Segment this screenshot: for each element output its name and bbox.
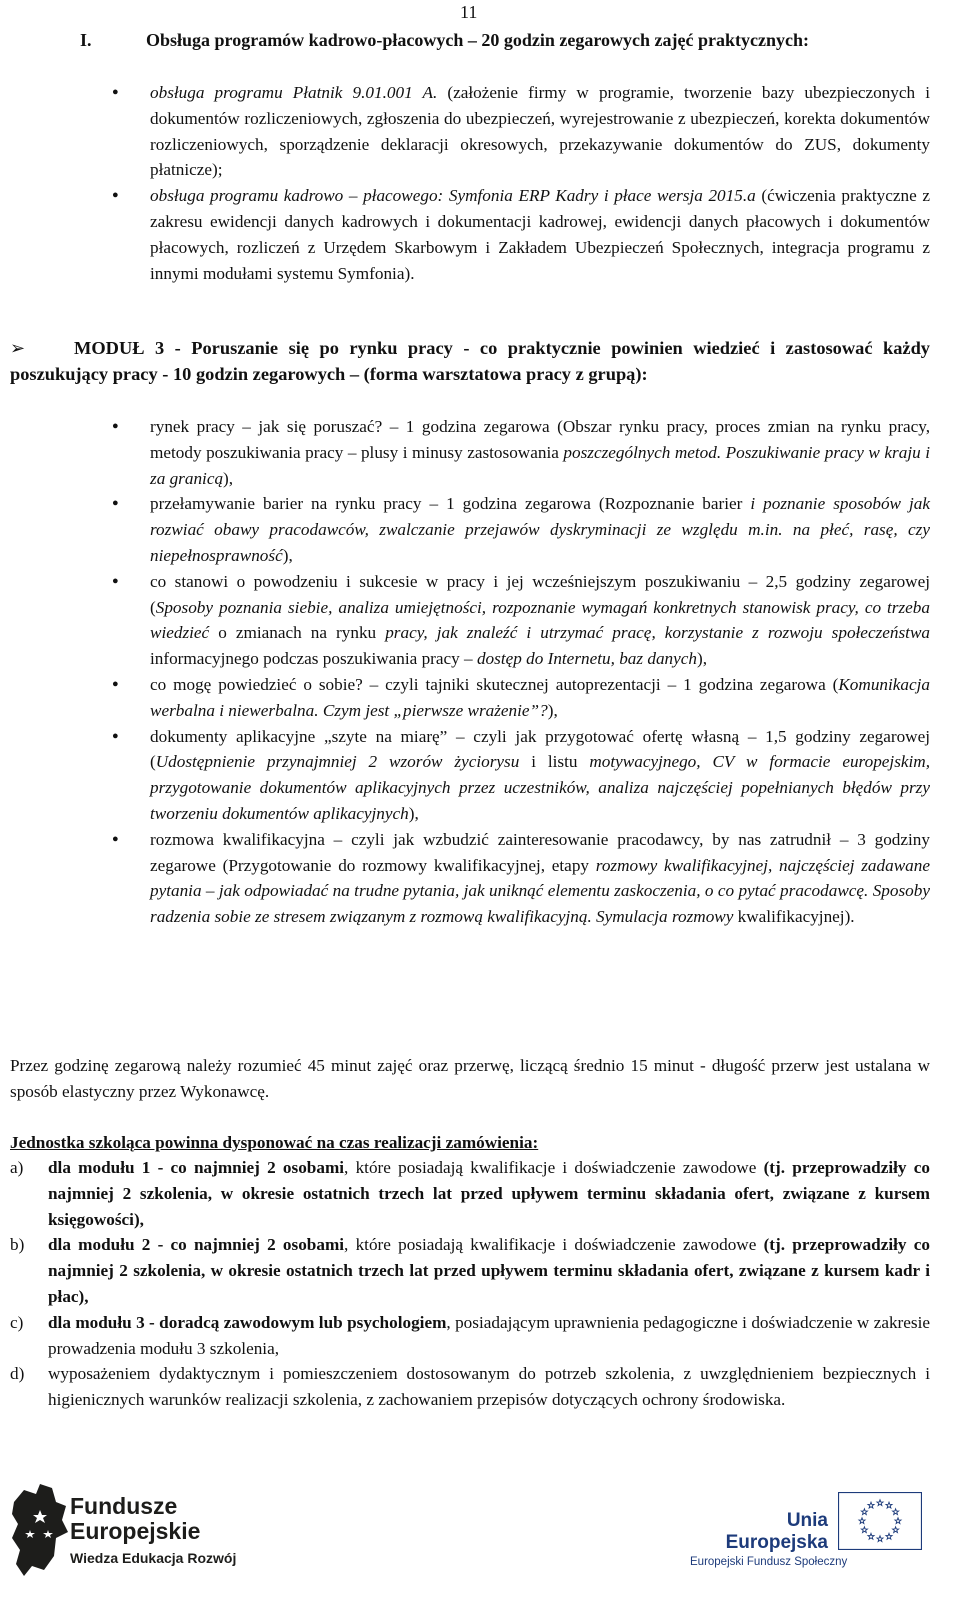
item-italic: i poznanie sposobów jak rozwiać obawy pracodawców, zwalczanie przejawów dyskryminacji ze względu m.in. na płeć, rasę, czy niepełnosprawność xyxy=(150,494,930,565)
fe-line2: Europejskie xyxy=(70,1518,201,1544)
item-tail: kwalifikacyjnej). xyxy=(733,907,855,927)
item-italic: rozmowy kwalifikacyjnej, najczęściej zadawane pytania – jak odpowiadać na trudne pytania, jak uniknąć elementu zaskoczenia, o co pytać pracodawcę. Sposoby radzenia sobie ze stresem związanym z rozmową kwalifikacyjną. Symulacja rozmowy xyxy=(150,855,930,927)
list-item xyxy=(112,80,930,183)
item-tail: ), xyxy=(408,803,419,823)
hour-note: Przez godzinę zegarową należy rozumieć 45 minut zajęć oraz przerwę, liczącą średnio 15 minut - długość przerw jest ustalana w sposób elastyczny przez Wykonawcę. xyxy=(10,1056,930,1101)
list-item xyxy=(10,1155,930,1232)
item-bold: dla modułu 2 - co najmniej 2 osobami xyxy=(48,1235,345,1255)
item-italic: motywacyjnego, CV w formacie europejskim, przygotowanie dokumentów aplikacyjnych przez uczestników, analiza najczęściej popełnianych błędów przy tworzeniu dokumentów aplikacyjnych xyxy=(150,752,930,823)
page-number: 11 xyxy=(460,2,478,22)
item-text: co mogę powiedzieć o sobie? – czyli tajniki skutecznej autoprezentacji – 1 godzina zegarowa ( xyxy=(150,674,839,694)
eu-flag-icon xyxy=(838,1492,922,1550)
list-item xyxy=(10,1361,930,1413)
list-item xyxy=(112,724,930,827)
item-text: , posiadającym uprawnienia pedagogiczne i doświadczenie w zakresie prowadzenia modułu 3 szkolenia, xyxy=(48,1312,930,1358)
module3-items xyxy=(112,414,930,930)
item-text: rozmowa kwalifikacyjna – czyli jak wzbudzić zainteresowanie pracodawcy, by nas zatrudnił – 3 godziny zegarowe (Przygotowanie do rozmowy kwalifikacyjnej, etapy xyxy=(150,829,930,875)
item-tail: ), xyxy=(547,700,558,720)
item-tail: i listu xyxy=(519,752,590,772)
section-items xyxy=(112,80,930,286)
section-title xyxy=(80,28,930,54)
item-text: , które posiadają kwalifikacje i doświadczenie zawodowe xyxy=(344,1158,764,1177)
list-item xyxy=(112,491,930,568)
list-item xyxy=(112,827,930,930)
requirements-list xyxy=(10,1155,930,1413)
item-label: c) xyxy=(10,1312,24,1332)
list-item xyxy=(112,414,930,491)
item-italic: Komunikacja werbalna i niewerbalna. Czym jest „pierwsze wrażenie”? xyxy=(150,674,930,720)
fe-line1: Fundusze xyxy=(70,1493,178,1519)
item-label: b) xyxy=(10,1235,25,1255)
unia-europejska-text xyxy=(690,1510,848,1570)
list-item xyxy=(112,672,930,724)
item-text: wyposażeniem dydaktycznym i pomieszczeniem dostosowanym do potrzeb szkolenia, z uwzględnieniem bezpiecznych i higienicznych warunków realizacji szkolenia, z zachowaniem przepisów dotyczących ochrony środowiska. xyxy=(48,1364,930,1410)
item-text: co stanowi o powodzeniu i sukcesie w pracy i jej wcześniejszym poszukiwaniu – 2,5 godziny zegarowej ( xyxy=(150,571,930,617)
item-label: d) xyxy=(10,1364,25,1384)
item-italic: obsługa programu Płatnik 9.01.001 A. xyxy=(150,83,438,102)
item-text: dokumenty aplikacyjne „szyte na miarę” – czyli jak przygotować ofertę własną – 1,5 godziny zegarowej ( xyxy=(150,726,930,772)
item-text: rynek pracy – jak się poruszać? – 1 godzina zegarowa (Obszar rynku pracy, proces zmian na rynku pracy, metody poszukiwania pracy – plusy i minusy zastosowania xyxy=(150,417,930,462)
list-item xyxy=(10,1232,930,1309)
fe-line3: Wiedza Edukacja Rozwój xyxy=(70,1550,237,1566)
item-text: przełamywanie barier na rynku pracy – 1 godzina zegarowa (Rozpoznanie barier xyxy=(150,494,751,514)
footer-logos xyxy=(0,1470,960,1618)
item-bold: dla modułu 1 - co najmniej 2 osobami xyxy=(48,1158,345,1177)
module3-heading xyxy=(10,336,930,388)
item-bold: (tj. przeprowadziły co najmniej 2 szkolenia, w okresie ostatnich trzech lat przed upływem terminu składania ofert, związane z kursem księgowości), xyxy=(48,1158,930,1229)
item-italic: pracy, jak znaleźć i utrzymać pracę, korzystanie z rozwoju społeczeństwa xyxy=(385,623,930,643)
item-tail: ), xyxy=(223,468,234,488)
item-italic: obsługa programu kadrowo – płacowego: Symfonia ERP Kadry i płace wersja 2015.a xyxy=(150,186,756,206)
ue-line2: Europejski Fundusz Społeczny xyxy=(690,1556,848,1568)
item-italic: dostęp do Internetu, baz danych xyxy=(476,649,697,669)
list-item xyxy=(10,1310,930,1362)
list-item xyxy=(112,183,930,286)
fundusze-europejskie-text xyxy=(70,1494,236,1568)
item-label: a) xyxy=(10,1158,24,1177)
section-title-text: Obsługa programów kadrowo-płacowych – 20 godzin zegarowych zajęć praktycznych: xyxy=(146,30,809,50)
requirements-heading: Jednostka szkoląca powinna dysponować na czas realizacji zamówienia: xyxy=(10,1133,539,1152)
item-tail: ), xyxy=(282,545,293,565)
list-item xyxy=(112,569,930,672)
item-tail: o zmianach na rynku xyxy=(209,623,386,643)
arrow-bullet-icon: ➢ xyxy=(10,338,26,358)
item-tail: ), xyxy=(697,649,708,669)
item-italic: poszczególnych metod. Poszukiwanie pracy w kraju i za granicą xyxy=(150,442,930,488)
item-bold: (tj. przeprowadziły co najmniej 2 szkolenia, w okresie ostatnich trzech lat przed upływem terminu składania ofert, związane z kursem kadr i płac), xyxy=(48,1235,930,1306)
item-italic: Udostępnienie przynajmniej 2 wzorów życiorysu xyxy=(155,752,520,772)
item-italic: Sposoby poznania siebie, analiza umiejętności, rozpoznanie wymagań konkretnych stanowisk pracy, co trzeba wiedzieć xyxy=(150,597,930,643)
section-number: I. xyxy=(80,30,92,50)
item-bold: dla modułu 3 - doradcą zawodowym lub psychologiem xyxy=(48,1312,447,1332)
item-text: , które posiadają kwalifikacje i doświadczenie zawodowe xyxy=(344,1235,764,1255)
module3-title: MODUŁ 3 - Poruszanie się po rynku pracy - co praktycznie powinien wiedzieć i zastosować każdy poszukujący pracy - 10 godzin zegarowych – (forma warsztatowa pracy z grupą): xyxy=(10,338,930,384)
item-text: (ćwiczenia praktyczne z zakresu ewidencji danych kadrowych i dokumentacji kadrowej, ewidencji danych płacowych i dokumentów płacowych, rozliczeń z Urzędem Skarbowym i Zakładem Ubezpieczeń Społecznych, integracja programu z innymi modułami systemu Symfonia). xyxy=(150,186,930,283)
ue-line1: Unia Europejska xyxy=(725,1510,828,1553)
item-tail: informacyjnego podczas poszukiwania pracy – xyxy=(150,649,477,669)
item-text: (założenie firmy w programie, tworzenie bazy ubezpieczonych i dokumentów rozliczeniowych, zgłoszenia do ubezpieczeń, wyrejestrowanie z ubezpieczeń, korekta dokumentów rozliczeniowych, sporządzenie deklaracji okresowych, przekazywanie dokumentów do ZUS, dokumenty płatnicze); xyxy=(150,83,931,180)
